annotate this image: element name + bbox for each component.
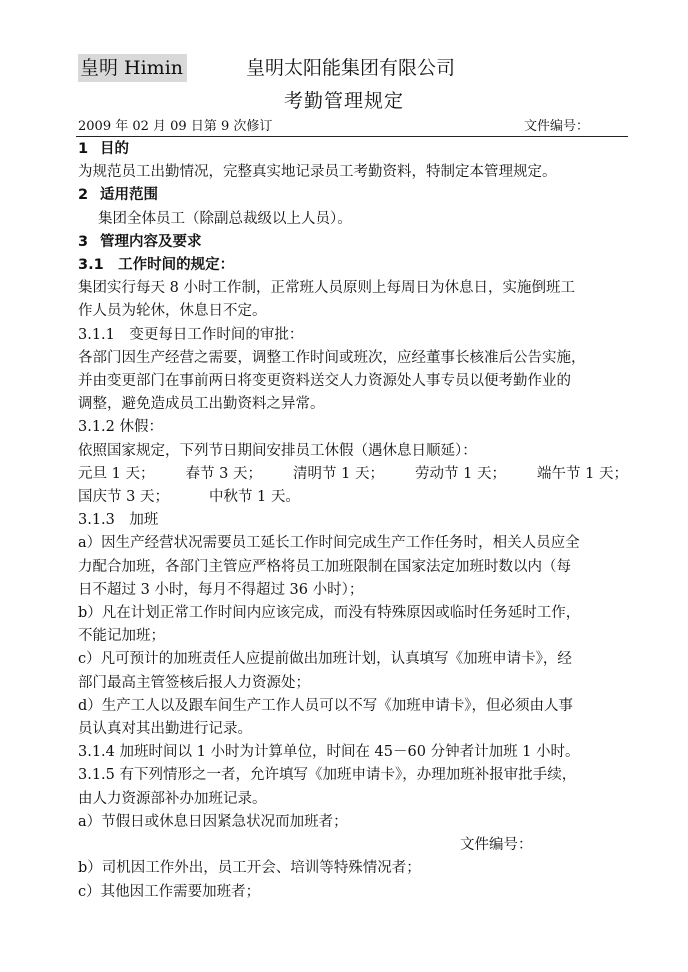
paragraph-line: c）其他因工作需要加班者；	[78, 883, 261, 900]
holiday-item: 国庆节 3 天；	[78, 489, 169, 506]
paragraph-line: 日不超过 3 小时，每月不得超过 36 小时）；	[78, 581, 364, 598]
section-title: 适用范围	[100, 187, 158, 204]
document-title: 考勤管理规定	[283, 90, 404, 112]
paragraph-line: 力配合加班，各部门主管应严格将员工加班限制在国家法定加班时数以内（每	[78, 558, 571, 575]
paragraph-line: 集团实行每天 8 小时工作制，正常班人员原则上每周日为休息日，实施倒班工	[78, 280, 575, 297]
holiday-list-row-1	[78, 463, 628, 486]
subsection-heading-3-1-3: 3.1.3 加班	[78, 512, 159, 529]
company-name: 皇明太阳能集团有限公司	[246, 57, 456, 79]
paragraph-line: 3.1.5 有下列情形之一者，允许填写《加班申请卡》，办理加班补报审批手续，	[78, 767, 577, 784]
holiday-item: 端午节 1 天；	[537, 465, 628, 482]
brand-logo: 皇明 Himin	[78, 54, 187, 82]
section-title: 目的	[100, 141, 129, 157]
subsection-heading-3-1: 3.1 工作时间的规定：	[78, 257, 235, 274]
section-heading-1	[78, 138, 630, 161]
paragraph-line: 由人力资源部补办加班记录。	[78, 790, 267, 807]
section-title: 管理内容及要求	[100, 233, 202, 250]
paragraph: 集团全体员工（除副总裁级以上人员）。	[98, 210, 352, 227]
section-heading-3	[78, 231, 630, 254]
paragraph-line: 调整，避免造成员工出勤资料之异常。	[78, 396, 325, 413]
doc-number-label-2: 文件编号：	[460, 837, 533, 854]
section-number: 2	[78, 187, 89, 204]
section-heading-2	[78, 184, 630, 207]
subsection-heading-3-1-1: 3.1.1 变更每日工作时间的审批：	[78, 326, 304, 343]
holiday-list-row-2	[78, 486, 630, 509]
revision-date: 2009 年 02 月 09 日第 9 次修订	[78, 119, 273, 134]
holiday-item: 清明节 1 天；	[293, 465, 384, 482]
document-meta	[78, 117, 628, 137]
paragraph-line: 部门最高主管签核后报人力资源处；	[78, 674, 310, 691]
paragraph-line: a）因生产经营状况需要员工延长工作时间完成生产工作任务时，相关人员应全	[78, 535, 580, 552]
paragraph-line: b）司机因工作外出，员工开会、培训等特殊情况者；	[78, 860, 421, 877]
paragraph-line: 员认真对其出勤进行记录。	[78, 721, 252, 738]
paragraph-line: c）凡可预计的加班责任人应提前做出加班计划，认真填写《加班申请卡》，经	[78, 651, 572, 668]
holiday-item: 元旦 1 天；	[78, 465, 155, 482]
paragraph-line: 不能记加班；	[78, 628, 165, 645]
subsection-heading-3-1-2: 3.1.2 休假：	[78, 419, 164, 436]
paragraph: 为规范员工出勤情况，完整真实地记录员工考勤资料，特制定本管理规定。	[78, 164, 557, 181]
header-divider	[76, 136, 628, 137]
paragraph-line: 依照国家规定，下列节日期间安排员工休假（遇休息日顺延）：	[78, 442, 477, 459]
paragraph-line: 并由变更部门在事前两日将变更资料送交人力资源处人事专员以便考勤作业的	[78, 373, 571, 390]
doc-number-label: 文件编号：	[524, 119, 590, 134]
paragraph-line: b）凡在计划正常工作时间内应该完成，而没有特殊原因或临时任务延时工作，	[78, 605, 581, 622]
section-number: 1	[78, 141, 89, 157]
holiday-item: 劳动节 1 天；	[415, 465, 506, 482]
document-body	[78, 138, 630, 904]
paragraph-line: d）生产工人以及跟车间生产工作人员可以不写《加班申请卡》，但必须由人事	[78, 697, 574, 714]
holiday-item: 中秋节 1 天。	[208, 489, 300, 506]
section-number: 3	[78, 233, 89, 250]
paragraph-line: 各部门因生产经营之需要，调整工作时间或班次，应经董事长核准后公告实施，	[78, 349, 586, 366]
paragraph-line: a）节假日或休息日因紧急状况而加班者；	[78, 813, 348, 830]
holiday-item: 春节 3 天；	[185, 465, 262, 482]
subsection-3-1-4: 3.1.4 加班时间以 1 小时为计算单位，时间在 45－60 分钟者计加班 1 小时。	[78, 744, 580, 761]
paragraph-line: 作人员为轮休，休息日不定。	[78, 303, 267, 320]
